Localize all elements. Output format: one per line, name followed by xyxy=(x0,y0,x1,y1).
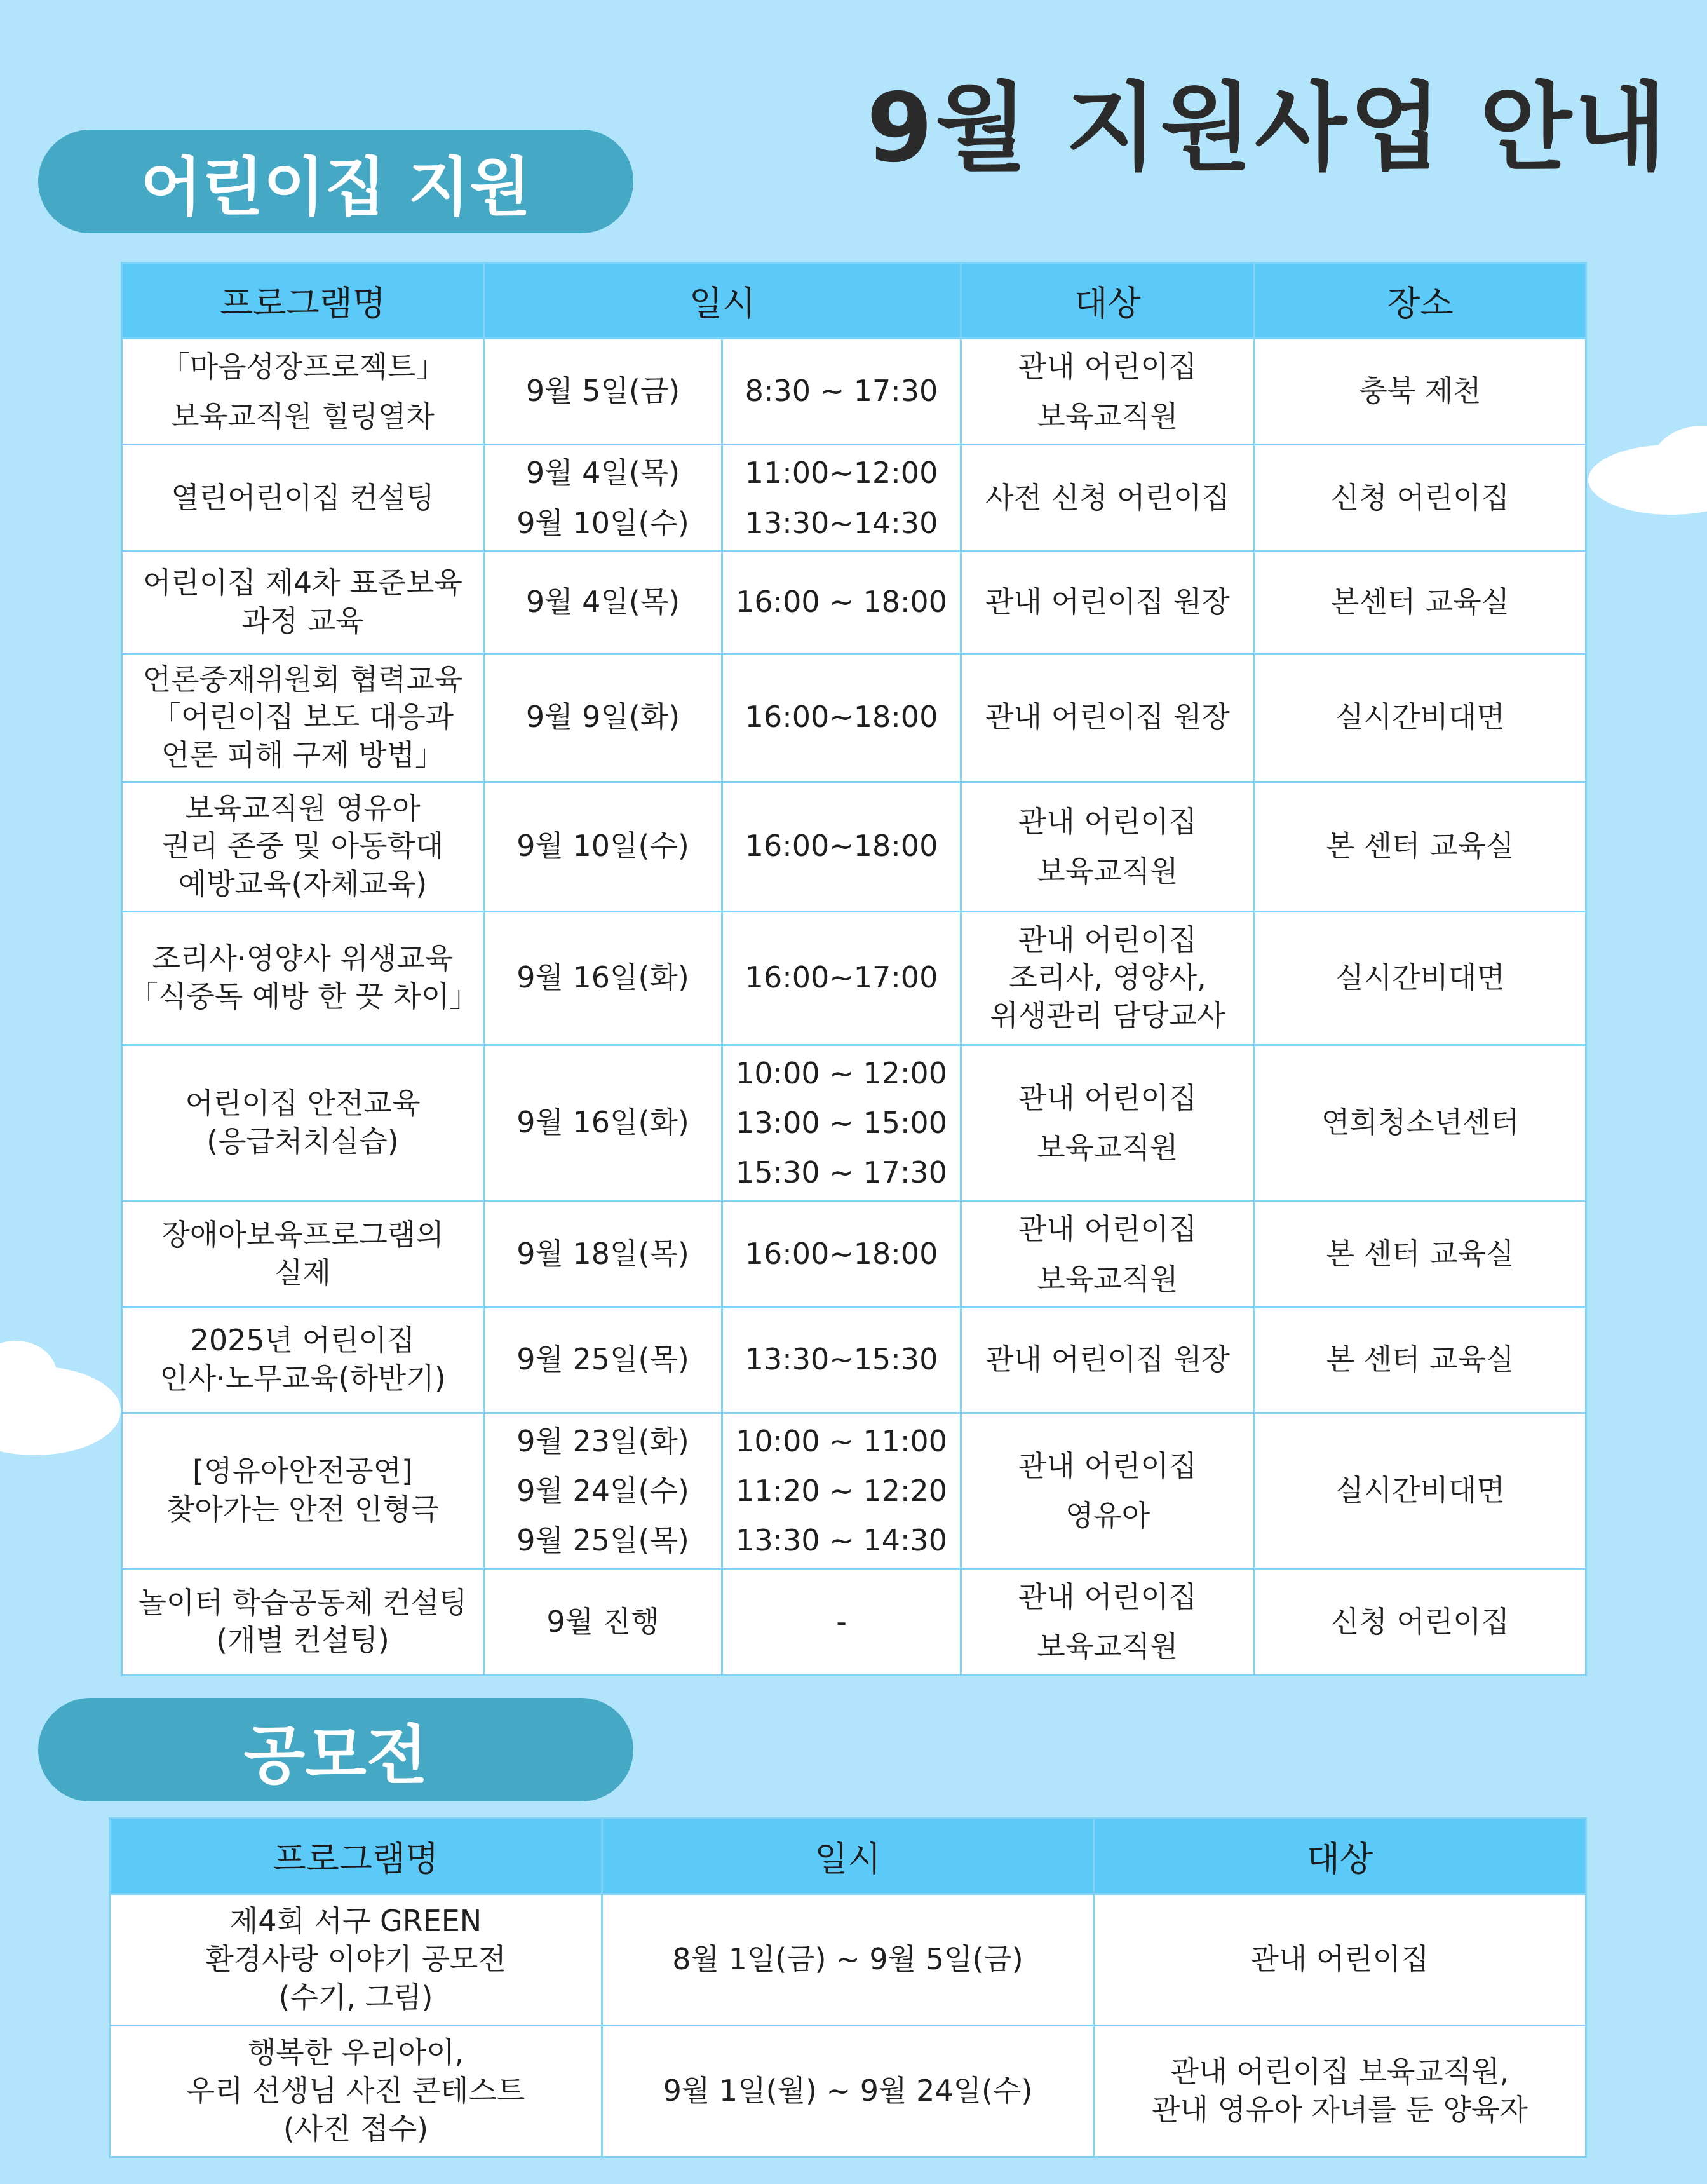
program-date: 9월 18일(목) xyxy=(484,1201,722,1307)
program-place: 본 센터 교육실 xyxy=(1255,1307,1586,1413)
program-time: - xyxy=(722,1569,961,1675)
table-row xyxy=(122,1569,1586,1675)
program-time: 16:00~17:00 xyxy=(722,911,961,1045)
program-target: 사전 신청 어린이집 xyxy=(961,445,1255,551)
program-date: 9월 진행 xyxy=(484,1569,722,1675)
program-target: 관내 어린이집 원장 xyxy=(961,551,1255,653)
contest-date: 9월 1일(월) ~ 9월 24일(수) xyxy=(602,2026,1094,2157)
program-place: 실시간비대면 xyxy=(1255,653,1586,782)
table-row xyxy=(122,1307,1586,1413)
header-program: 프로그램명 xyxy=(110,1819,602,1894)
contest-table xyxy=(109,1817,1587,2158)
header-program: 프로그램명 xyxy=(122,263,484,339)
program-target: 관내 어린이집 조리사, 영양사, 위생관리 담당교사 xyxy=(961,911,1255,1045)
table-row xyxy=(122,551,1586,653)
program-place: 충북 제천 xyxy=(1255,339,1586,445)
program-date: 9월 16일(화) xyxy=(484,1045,722,1201)
program-date: 9월 16일(화) xyxy=(484,911,722,1045)
header-target: 대상 xyxy=(1094,1819,1586,1894)
program-time: 11:00~12:00 13:30~14:30 xyxy=(722,445,961,551)
contest-name: 제4회 서구 GREEN 환경사랑 이야기 공모전 (수기, 그림) xyxy=(110,1894,602,2026)
program-place: 연희청소년센터 xyxy=(1255,1045,1586,1201)
program-time: 10:00 ~ 12:00 13:00 ~ 15:00 15:30 ~ 17:30 xyxy=(722,1045,961,1201)
program-target: 관내 어린이집 보육교직원 xyxy=(961,1045,1255,1201)
table-row xyxy=(122,1045,1586,1201)
program-time: 13:30~15:30 xyxy=(722,1307,961,1413)
section-label-contest: 공모전 xyxy=(38,1698,633,1801)
table-row xyxy=(122,1201,1586,1307)
section-label-daycare-support: 어린이집 지원 xyxy=(38,130,633,233)
program-time: 16:00 ~ 18:00 xyxy=(722,551,961,653)
program-time: 8:30 ~ 17:30 xyxy=(722,339,961,445)
program-target: 관내 어린이집 원장 xyxy=(961,1307,1255,1413)
daycare-support-table xyxy=(121,262,1587,1676)
table-row xyxy=(122,782,1586,911)
program-place: 실시간비대면 xyxy=(1255,1413,1586,1569)
program-target: 관내 어린이집 보육교직원 xyxy=(961,1201,1255,1307)
program-target: 관내 어린이집 원장 xyxy=(961,653,1255,782)
program-name: 조리사·영양사 위생교육 「식중독 예방 한 끗 차이」 xyxy=(122,911,484,1045)
header-place: 장소 xyxy=(1255,263,1586,339)
table-row xyxy=(122,1413,1586,1569)
program-name: 열린어린이집 컨설팅 xyxy=(122,445,484,551)
program-name: 어린이집 안전교육 (응급처치실습) xyxy=(122,1045,484,1201)
page-title: 9월 지원사업 안내 xyxy=(866,73,1669,184)
program-place: 본 센터 교육실 xyxy=(1255,1201,1586,1307)
program-place: 본센터 교육실 xyxy=(1255,551,1586,653)
header-datetime: 일시 xyxy=(484,263,961,339)
table-row xyxy=(122,911,1586,1045)
program-target: 관내 어린이집 보육교직원 xyxy=(961,1569,1255,1675)
program-date: 9월 23일(화) 9월 24일(수) 9월 25일(목) xyxy=(484,1413,722,1569)
program-time: 10:00 ~ 11:00 11:20 ~ 12:20 13:30 ~ 14:30 xyxy=(722,1413,961,1569)
header-target: 대상 xyxy=(961,263,1255,339)
program-place: 신청 어린이집 xyxy=(1255,1569,1586,1675)
program-name: 2025년 어린이집 인사·노무교육(하반기) xyxy=(122,1307,484,1413)
program-date: 9월 10일(수) xyxy=(484,782,722,911)
program-name: 장애아보육프로그램의 실제 xyxy=(122,1201,484,1307)
contest-target: 관내 어린이집 보육교직원, 관내 영유아 자녀를 둔 양육자 xyxy=(1094,2026,1586,2157)
program-name: [영유아안전공연] 찾아가는 안전 인형극 xyxy=(122,1413,484,1569)
program-target: 관내 어린이집 보육교직원 xyxy=(961,339,1255,445)
program-target: 관내 어린이집 보육교직원 xyxy=(961,782,1255,911)
program-name: 어린이집 제4차 표준보육 과정 교육 xyxy=(122,551,484,653)
program-date: 9월 9일(화) xyxy=(484,653,722,782)
table-row xyxy=(110,1894,1586,2026)
program-target: 관내 어린이집 영유아 xyxy=(961,1413,1255,1569)
program-time: 16:00~18:00 xyxy=(722,1201,961,1307)
program-place: 신청 어린이집 xyxy=(1255,445,1586,551)
table-header-row xyxy=(110,1819,1586,1894)
contest-target: 관내 어린이집 xyxy=(1094,1894,1586,2026)
program-time: 16:00~18:00 xyxy=(722,653,961,782)
program-place: 실시간비대면 xyxy=(1255,911,1586,1045)
contest-date: 8월 1일(금) ~ 9월 5일(금) xyxy=(602,1894,1094,2026)
program-name: 보육교직원 영유아 권리 존중 및 아동학대 예방교육(자체교육) xyxy=(122,782,484,911)
program-date: 9월 25일(목) xyxy=(484,1307,722,1413)
table-header-row xyxy=(122,263,1586,339)
program-date: 9월 4일(목) xyxy=(484,551,722,653)
program-place: 본 센터 교육실 xyxy=(1255,782,1586,911)
program-date: 9월 5일(금) xyxy=(484,339,722,445)
program-time: 16:00~18:00 xyxy=(722,782,961,911)
program-date: 9월 4일(목) 9월 10일(수) xyxy=(484,445,722,551)
program-name: 언론중재위원회 협력교육 「어린이집 보도 대응과 언론 피해 구제 방법」 xyxy=(122,653,484,782)
table-row xyxy=(122,339,1586,445)
contest-name: 행복한 우리아이, 우리 선생님 사진 콘테스트 (사진 접수) xyxy=(110,2026,602,2157)
program-name: 「마음성장프로젝트」 보육교직원 힐링열차 xyxy=(122,339,484,445)
program-name: 놀이터 학습공동체 컨설팅 (개별 컨설팅) xyxy=(122,1569,484,1675)
table-row xyxy=(110,2026,1586,2157)
table-row xyxy=(122,653,1586,782)
header-datetime: 일시 xyxy=(602,1819,1094,1894)
table-row xyxy=(122,445,1586,551)
